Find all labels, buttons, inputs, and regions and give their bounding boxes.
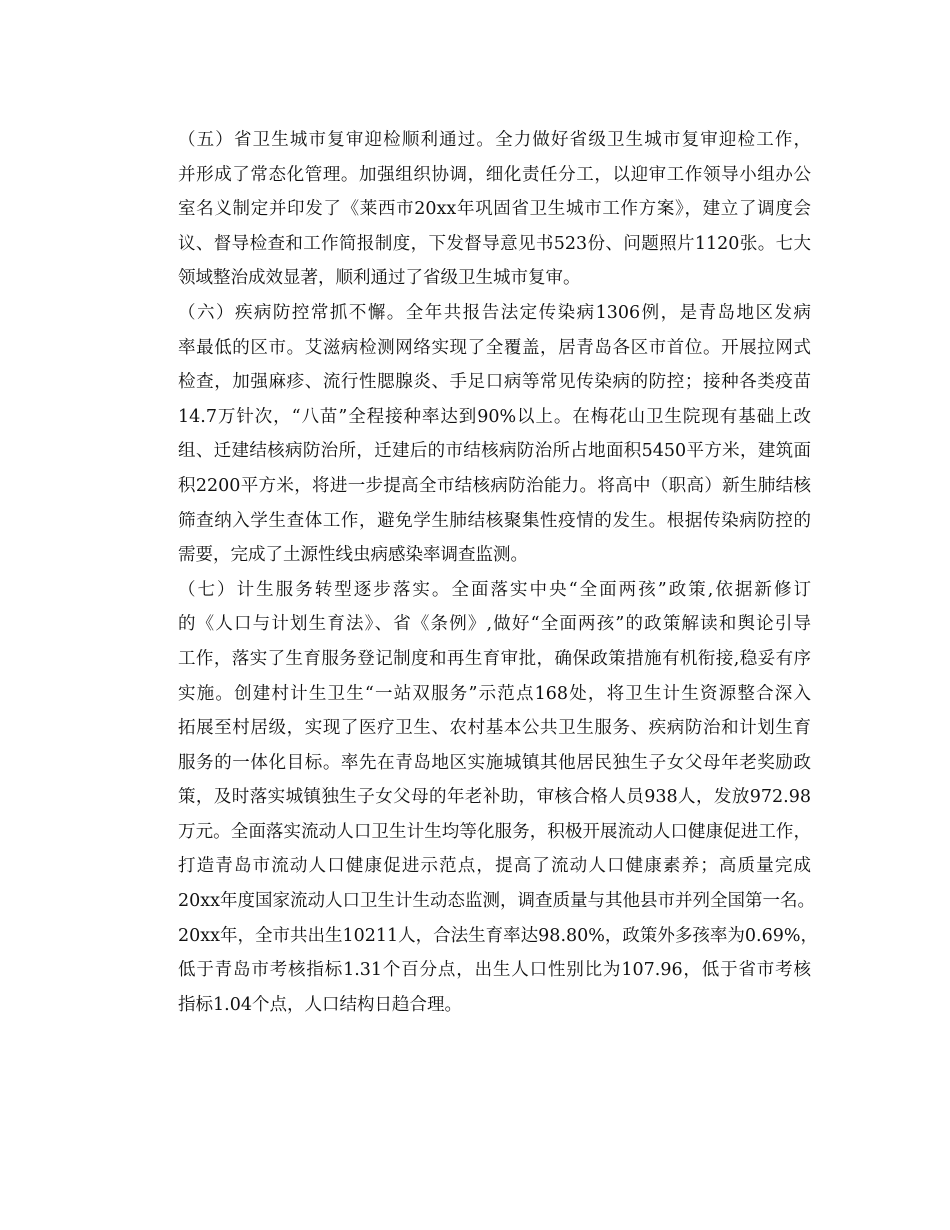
text-line: 工作，落实了生育服务登记制度和再生育审批，确保政策措施有机衔接,稳妥有序 [178, 648, 811, 669]
text-line: （六）疾病防控常抓不懈。全年共报告法定传染病1306例，是青岛地区发病 [178, 302, 811, 323]
text-line: 低于青岛市考核指标1.31个百分点，出生人口性别比为107.96，低于省市考核 [178, 960, 811, 981]
text-line: 并形成了常态化管理。加强组织协调，细化责任分工，以迎审工作领导小组办公 [178, 164, 811, 185]
paragraph-5 [143, 123, 811, 296]
text-line: 20xx年度国家流动人口卫生计生动态监测，调查质量与其他县市并列全国第一名。 [178, 891, 816, 912]
text-line: 室名义制定并印发了《莱西市20xx年巩固省卫生城市工作方案》，建立了调度会 [178, 199, 811, 220]
text-line: 20xx年，全市共出生10211人，合法生育率达98.80%，政策外多孩率为0.69%， [178, 925, 818, 946]
text-line: （五）省卫生城市复审迎检顺利通过。全力做好省级卫生城市复审迎检工作， [178, 130, 811, 150]
text-line: 打造青岛市流动人口健康促进示范点，提高了流动人口健康素养；高质量完成 [178, 856, 811, 877]
paragraph-6 [143, 296, 811, 573]
text-line: 服务的一体化目标。率先在青岛地区实施城镇其他居民独生子女父母年老奖励政 [178, 752, 811, 773]
text-line: 率最低的区市。艾滋病检测网络实现了全覆盖，居青岛各区市首位。开展拉网式 [178, 337, 811, 358]
text-line: （七）计生服务转型逐步落实。全面落实中央“全面两孩”政策,依据新修订 [178, 579, 811, 600]
text-line: 策，及时落实城镇独生子女父母的年老补助，审核合格人员938人，发放972.98 [178, 787, 811, 808]
text-line: 议、督导检查和工作简报制度，下发督导意见书523份、问题照片1120张。七大 [178, 233, 811, 254]
text-line: 领域整治成效显著，顺利通过了省级卫生城市复审。 [178, 268, 581, 289]
text-line: 筛查纳入学生查体工作，避免学生肺结核聚集性疫情的发生。根据传染病防控的 [178, 510, 811, 531]
text-line: 积2200平方米，将进一步提高全市结核病防治能力。将高中（职高）新生肺结核 [178, 475, 811, 496]
text-line: 指标1.04个点，人口结构日趋合理。 [178, 994, 462, 1015]
text-line: 的《人口与计划生育法》、省《条例》,做好“全面两孩”的政策解读和舆论引导 [178, 614, 811, 635]
text-line: 万元。全面落实流动人口卫生计生均等化服务，积极开展流动人口健康促进工作， [178, 821, 811, 842]
text-line: 拓展至村居级，实现了医疗卫生、农村基本公共卫生服务、疾病防治和计划生育 [178, 718, 811, 739]
text-line: 需要，完成了土源性线虫病感染率调查监测。 [178, 545, 528, 566]
text-line: 实施。创建村计生卫生“一站双服务”示范点168处，将卫生计生资源整合深入 [178, 683, 811, 704]
text-line: 14.7万针次，“八苗”全程接种率达到90%以上。在梅花山卫生院现有基础上改 [178, 406, 811, 427]
text-line: 组、迁建结核病防治所，迁建后的市结核病防治所占地面积5450平方米，建筑面 [178, 441, 811, 462]
text-line: 检查，加强麻疹、流行性腮腺炎、手足口病等常见传染病的防控；接种各类疫苗 [178, 372, 811, 393]
document-body [143, 123, 818, 1022]
paragraph-7 [143, 573, 818, 1023]
